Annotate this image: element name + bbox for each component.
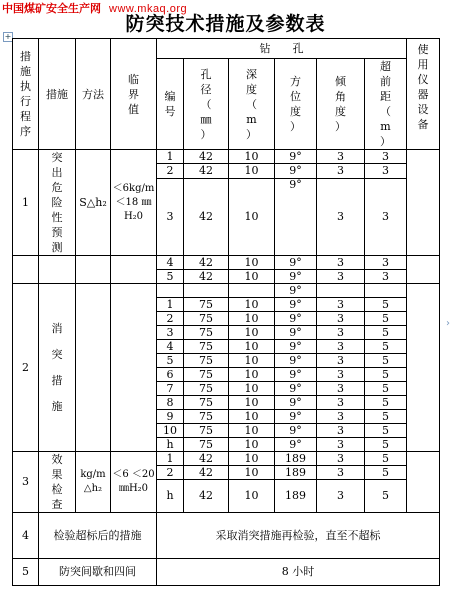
- equipment-cell: [407, 256, 440, 284]
- cell-depth: 10: [229, 270, 275, 284]
- cell-azimuth: 9°: [275, 256, 317, 270]
- cell-inclination: 3: [317, 424, 365, 438]
- cell-number: 2: [157, 312, 184, 326]
- method-cell: [76, 284, 111, 452]
- measure-elimination: [39, 284, 76, 452]
- cell-azimuth: 189: [275, 452, 317, 466]
- parameter-table: [12, 38, 440, 586]
- cell-diameter: 42: [184, 164, 229, 178]
- cell-azimuth: 9°: [275, 270, 317, 284]
- table-row: [13, 256, 440, 270]
- cell-advance: 5: [365, 354, 407, 368]
- interval-label: 防突间歇和四间: [39, 559, 157, 586]
- cell-depth: 10: [229, 164, 275, 178]
- equipment-cell: [407, 452, 440, 513]
- cell-number: 1: [157, 298, 184, 312]
- cell-depth: 10: [229, 312, 275, 326]
- cell-advance: 5: [365, 312, 407, 326]
- site-name: 中国煤矿安全生产网: [2, 3, 101, 15]
- cell-diameter: 75: [184, 438, 229, 452]
- header-equipment: 使 用 仪 器 设 备: [407, 39, 440, 150]
- cell-inclination: 3: [317, 466, 365, 480]
- cell-diameter: 42: [184, 452, 229, 466]
- cell-azimuth: 189: [275, 466, 317, 480]
- cell-azimuth: 9°: [275, 312, 317, 326]
- equipment-cell: [407, 284, 440, 452]
- critical-cell: [111, 284, 157, 452]
- cell-azimuth: 9°: [275, 382, 317, 396]
- cell-inclination: 3: [317, 298, 365, 312]
- cell-depth: 10: [229, 256, 275, 270]
- method-value: S△h₂: [76, 150, 111, 256]
- page-title: 防突技术措施及参数表: [125, 13, 326, 35]
- measure-label: 检验超标后的措施: [39, 513, 157, 559]
- header-advance: 超 前 距 （ m ）: [365, 59, 407, 150]
- cell-depth: 10: [229, 452, 275, 466]
- measure-prediction: [39, 150, 76, 256]
- measure-text: 消 突 措 施: [51, 321, 63, 413]
- cell-inclination: 3: [317, 312, 365, 326]
- cell-diameter: 75: [184, 312, 229, 326]
- cell-azimuth: 9°: [275, 178, 317, 255]
- step-number: 5: [13, 559, 39, 586]
- cell-number: 10: [157, 424, 184, 438]
- cell-advance: 5: [365, 480, 407, 513]
- cell-depth: 10: [229, 354, 275, 368]
- cell-azimuth: 9°: [275, 410, 317, 424]
- cell-depth: 10: [229, 326, 275, 340]
- step-number: 2: [13, 284, 39, 452]
- cell-number: h: [157, 438, 184, 452]
- measure-value: 采取消突措施再检验，直至不超标: [157, 513, 440, 559]
- cell-advance: 3: [365, 270, 407, 284]
- header-number: 编 号: [157, 59, 184, 150]
- cell-diameter: 42: [184, 150, 229, 164]
- cell-inclination: 3: [317, 368, 365, 382]
- cell-inclination: 3: [317, 326, 365, 340]
- cell-diameter: 75: [184, 410, 229, 424]
- cell-depth: 10: [229, 150, 275, 164]
- method-cell: [76, 256, 111, 284]
- cell-number: 3: [157, 326, 184, 340]
- step-number: 1: [13, 150, 39, 256]
- cell-inclination: 3: [317, 256, 365, 270]
- cell-depth: 10: [229, 396, 275, 410]
- cell-azimuth: 9°: [275, 438, 317, 452]
- cell-diameter: 42: [184, 178, 229, 255]
- plus-icon[interactable]: +: [4, 32, 12, 41]
- header-diameter: 孔 径 （ ㎜ ）: [184, 59, 229, 150]
- cell-number: 2: [157, 164, 184, 178]
- cell-inclination: 3: [317, 382, 365, 396]
- cell-advance: 5: [365, 438, 407, 452]
- cell-azimuth: 9°: [275, 298, 317, 312]
- cell-advance: 5: [365, 298, 407, 312]
- cell-depth: 10: [229, 178, 275, 255]
- cell-number: 2: [157, 466, 184, 480]
- cell-depth: 10: [229, 410, 275, 424]
- cell-advance: 5: [365, 326, 407, 340]
- step-cell: [13, 256, 39, 284]
- measure-text: 效 果 检 查: [51, 453, 63, 511]
- cell-azimuth: 9°: [275, 354, 317, 368]
- cell-depth: 10: [229, 382, 275, 396]
- cell-number: 5: [157, 270, 184, 284]
- cell-depth: 10: [229, 340, 275, 354]
- critical-cell: [111, 256, 157, 284]
- cell-diameter: 75: [184, 354, 229, 368]
- cell-diameter: 75: [184, 326, 229, 340]
- header-drill: 钻 孔: [157, 39, 407, 59]
- critical-value: ＜6kg/m ＜18 ㎜H₂0: [111, 150, 157, 256]
- cell-advance: 5: [365, 452, 407, 466]
- cell-diameter: 42: [184, 480, 229, 513]
- cell-inclination: 3: [317, 178, 365, 255]
- header-measure: 措施: [39, 39, 76, 150]
- cell-advance: 5: [365, 368, 407, 382]
- table-row: [13, 452, 440, 466]
- header-azimuth: 方 位 度 ）: [275, 59, 317, 150]
- cell-advance: 3: [365, 150, 407, 164]
- cell-diameter: 75: [184, 368, 229, 382]
- table-row: [13, 559, 440, 586]
- cell-inclination: 3: [317, 410, 365, 424]
- header-inclination: 倾 角 度 ）: [317, 59, 365, 150]
- cell-advance: 3: [365, 256, 407, 270]
- cell-inclination: 3: [317, 396, 365, 410]
- cell-number: 4: [157, 256, 184, 270]
- cell-inclination: 3: [317, 438, 365, 452]
- equipment-cell: [407, 150, 440, 256]
- measure-cell: [39, 256, 76, 284]
- measure-effect-check: [39, 452, 76, 513]
- cell-azimuth: 9°: [275, 396, 317, 410]
- cell-advance: 5: [365, 340, 407, 354]
- cell-inclination: 3: [317, 270, 365, 284]
- cell-depth: 10: [229, 424, 275, 438]
- header-method: 方法: [76, 39, 111, 150]
- cell-advance: 3: [365, 178, 407, 255]
- method-value: kg/m △h₂: [76, 452, 111, 513]
- table-row: [13, 513, 440, 559]
- interval-value: 8 小时: [157, 559, 440, 586]
- cell-number: h: [157, 480, 184, 513]
- cell-azimuth: 9°: [275, 368, 317, 382]
- cell-depth: 10: [229, 438, 275, 452]
- cell-number: 8: [157, 396, 184, 410]
- cell-inclination: 3: [317, 150, 365, 164]
- cell-diameter: [184, 284, 229, 298]
- cell-number: 6: [157, 368, 184, 382]
- cell-number: 9: [157, 410, 184, 424]
- chevron-right-icon[interactable]: ›: [446, 318, 450, 329]
- cell-azimuth: 9°: [275, 284, 317, 298]
- cell-number: 1: [157, 452, 184, 466]
- cell-number: 3: [157, 178, 184, 255]
- cell-depth: 10: [229, 368, 275, 382]
- header-row: [13, 39, 440, 59]
- cell-advance: 5: [365, 410, 407, 424]
- cell-azimuth: 9°: [275, 164, 317, 178]
- cell-diameter: 75: [184, 382, 229, 396]
- cell-advance: [365, 284, 407, 298]
- table-row: [13, 284, 440, 298]
- step-number: 3: [13, 452, 39, 513]
- cell-diameter: 75: [184, 298, 229, 312]
- header-program: 措 施 执 行 程 序: [13, 39, 39, 150]
- cell-number: 7: [157, 382, 184, 396]
- header-depth: 深 度 （ m ）: [229, 59, 275, 150]
- measure-text: 突 出 危 险 性 预 测: [51, 151, 63, 254]
- cell-number: 5: [157, 354, 184, 368]
- cell-diameter: 42: [184, 270, 229, 284]
- cell-advance: 5: [365, 396, 407, 410]
- cell-inclination: 3: [317, 480, 365, 513]
- cell-diameter: 42: [184, 256, 229, 270]
- critical-value: ＜6 ＜20 ㎜H₂0: [111, 452, 157, 513]
- cell-number: 1: [157, 150, 184, 164]
- cell-azimuth: 189: [275, 480, 317, 513]
- cell-number: [157, 284, 184, 298]
- cell-diameter: 75: [184, 340, 229, 354]
- cell-diameter: 75: [184, 424, 229, 438]
- cell-azimuth: 9°: [275, 340, 317, 354]
- cell-number: 4: [157, 340, 184, 354]
- cell-inclination: 3: [317, 354, 365, 368]
- cell-azimuth: 9°: [275, 326, 317, 340]
- cell-inclination: 3: [317, 452, 365, 466]
- cell-depth: [229, 284, 275, 298]
- cell-inclination: 3: [317, 164, 365, 178]
- cell-diameter: 42: [184, 466, 229, 480]
- cell-depth: 10: [229, 466, 275, 480]
- cell-advance: 5: [365, 424, 407, 438]
- cell-depth: 10: [229, 480, 275, 513]
- step-number: 4: [13, 513, 39, 559]
- cell-depth: 10: [229, 298, 275, 312]
- cell-diameter: 75: [184, 396, 229, 410]
- cell-azimuth: 9°: [275, 150, 317, 164]
- cell-azimuth: 9°: [275, 424, 317, 438]
- header-critical: 临 界 值: [111, 39, 157, 150]
- cell-inclination: [317, 284, 365, 298]
- cell-advance: 5: [365, 466, 407, 480]
- table-row: [13, 150, 440, 164]
- cell-advance: 3: [365, 164, 407, 178]
- cell-advance: 5: [365, 382, 407, 396]
- site-url: www.mkaq.org: [109, 3, 188, 15]
- cell-inclination: 3: [317, 340, 365, 354]
